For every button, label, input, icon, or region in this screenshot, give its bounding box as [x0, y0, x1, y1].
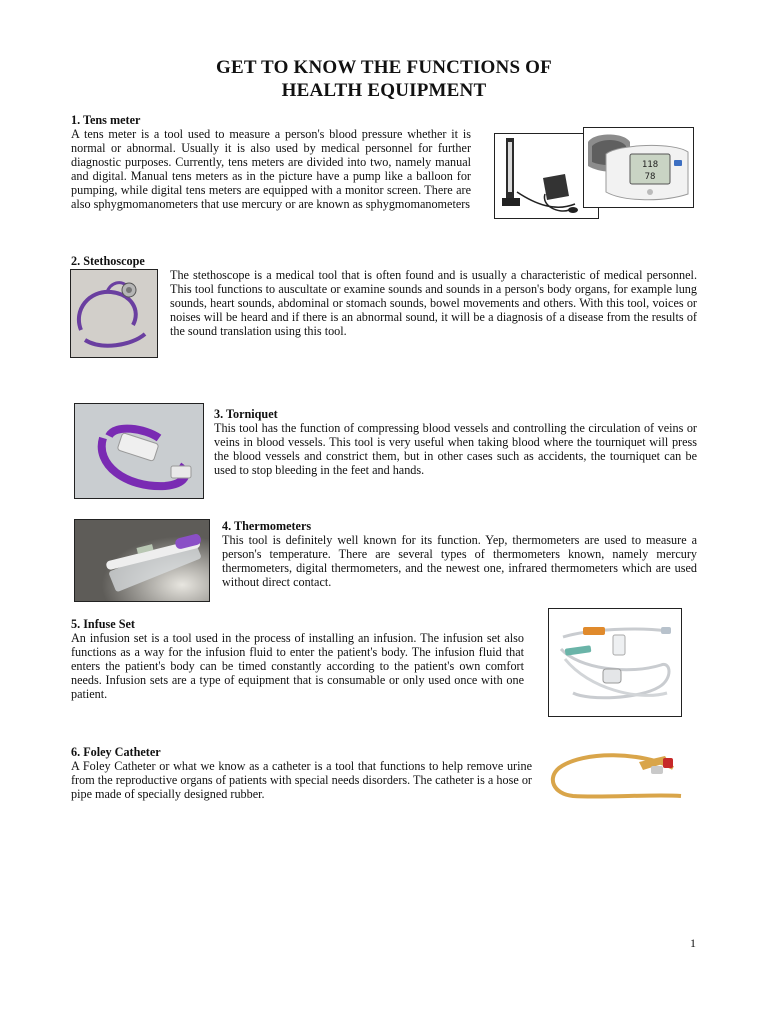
section-text: This tool is definitely well known for its function. Yep, thermometers are used to measure a person's temperature. There are several types of thermometers known, namely mercury thermometers, digital thermometers, and the newest one, infrared thermometers which are used without direct contact. — [222, 533, 697, 590]
digital-tens-meter-image — [583, 127, 694, 208]
tourniquet-icon — [75, 404, 203, 498]
title-line-2: HEALTH EQUIPMENT — [281, 80, 487, 101]
title-line-1: GET TO KNOW THE FUNCTIONS OF — [216, 57, 552, 78]
section-heading: 5. Infuse Set — [71, 617, 135, 631]
stethoscope-image — [70, 269, 158, 358]
section-stethoscope — [170, 268, 697, 338]
thermometer-icon — [75, 520, 209, 601]
section-stethoscope-heading — [71, 254, 171, 268]
section-heading: 1. Tens meter — [71, 113, 141, 127]
section-text: A tens meter is a tool used to measure a person's blood pressure whether it is normal or abnormal. Usually it is also used by medical personnel for further diagnostic purposes. Currently, tens meters are divided into two, namely manual and digital. Manual tens meters as in the picture have a pump like a balloon for pumping, while digital tens meters are equipped with a monitor screen. There are also sphygmomanometers that use mercury or are known as sphygmomanometers — [71, 127, 471, 212]
section-text: An infusion set is a tool used in the process of installing an infusion. The infusion set also functions as a way for the infusion fluid to enter the patient's body. The infusion fluid that enters the patient's body can be timed constantly according to the patient's own comfort needs. Infusion sets are a type of equipment that is consumable or only used once with one patient. — [71, 631, 524, 702]
foley-catheter-image — [543, 732, 689, 816]
infusion-set-icon — [549, 609, 681, 716]
tourniquet-image — [74, 403, 204, 499]
page-title — [0, 56, 768, 102]
section-tens-meter — [71, 113, 471, 212]
section-text: A Foley Catheter or what we know as a catheter is a tool that functions to help remove urine from the reproductive organs of patients with special needs disorders. The catheter is a hose or pipe made of specially designed rubber. — [71, 759, 532, 802]
infusion-set-image — [548, 608, 682, 717]
section-heading: 2. Stethoscope — [71, 254, 145, 268]
thermometer-image — [74, 519, 210, 602]
section-tourniquet — [214, 407, 697, 477]
digital-blood-pressure-monitor-icon — [584, 128, 693, 207]
section-heading: 6. Foley Catheter — [71, 745, 161, 759]
section-text: This tool has the function of compressing blood vessels and controlling the circulation of veins or veins in blood vessels. This tool is very useful when taking blood where the tourniquet will press the blood vessels and constrict them, but in other cases such as accidents, the tourniquet can be used to stop bleeding in the feet and hands. — [214, 421, 697, 478]
section-text: The stethoscope is a medical tool that is often found and is usually a characteristic of medical personnel. This tool functions to auscultate or examine sounds and sounds in a person's body organs, for example lung sounds, heart sounds, abdominal or stomach sounds, bowel movements and others. With this tool, voices or noises will be heard and if there is an abnormal sound, it will be a diagnosis of a disease from the results of the sound translation using this tool. — [170, 268, 697, 339]
section-foley-catheter — [71, 745, 532, 801]
section-heading: 3. Torniquet — [214, 407, 278, 421]
stethoscope-icon — [71, 270, 157, 357]
section-heading: 4. Thermometers — [222, 519, 312, 533]
catheter-icon — [543, 732, 689, 816]
section-thermometers — [222, 519, 697, 589]
section-infuse-set — [71, 617, 524, 701]
page-number: 1 — [690, 936, 696, 950]
monitor-systolic: 118 — [641, 160, 659, 170]
monitor-diastolic: 78 — [644, 172, 656, 182]
